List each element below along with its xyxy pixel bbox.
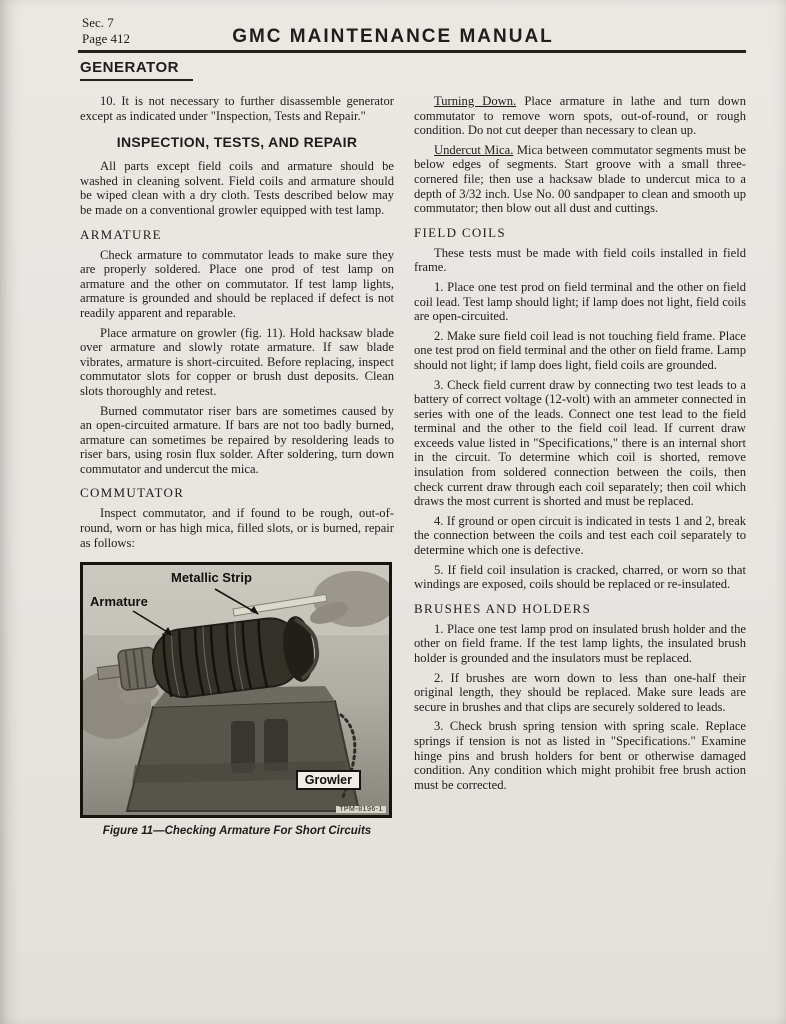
undercut-mica-paragraph <box>414 143 746 216</box>
manual-title: GMC MAINTENANCE MANUAL <box>232 26 554 47</box>
figure-11 <box>80 562 394 837</box>
field-coils-heading: FIELD COILS <box>414 224 506 240</box>
brushes-step-3: 3. Check brush spring tension with spring scale. Replace springs if tension is not as listed in "Specifications." Examine hinge pins and brush holders for bent or otherwise damaged condition. Any condition which might prohibit free brush action must be corrected. <box>414 719 746 792</box>
brushes-step-1: 1. Place one test lamp prod on insulated brush holder and the other on field frame. If the test lamp lights, the insulated brush holder is grounded and the insulators must be replaced. <box>414 621 746 665</box>
paragraph-10: 10. It is not necessary to further disassemble generator except as indicated under "Inspection, Tests and Repair." <box>80 94 394 123</box>
armature-paragraph-2: Place armature on growler (fig. 11). Hold hacksaw blade over armature and slowly rotate armature. If saw blade vibrates, armature is short-circuited. Before replacing, inspect commutator slots for copper or brush dust deposits. Clean slots thoroughly and retest. <box>80 325 394 398</box>
brushes-heading: BRUSHES AND HOLDERS <box>414 600 592 616</box>
page-number: Page 412 <box>82 31 131 46</box>
inspection-heading: INSPECTION, TESTS, AND REPAIR <box>116 134 358 151</box>
page-section-title: GENERATOR <box>80 59 193 81</box>
label-growler: Growler <box>296 770 361 790</box>
brushes-step-2: 2. If brushes are worn down to less than one-half their original length, they should be replaced. Make sure leads are secure in brushes and that clips are securely soldered to leads. <box>414 670 746 714</box>
field-coils-step-1: 1. Place one test prod on field terminal and the other on field coil lead. Test lamp should light; if lamp does not light, field coils are open-circuited. <box>414 279 746 324</box>
armature-paragraph-1: Check armature to commutator leads to make sure they are properly soldered. Place one prod of test lamp on armature and the other on commutator. If test lamp lights, armature is grounded and should be replaced if defect is not readily apparent and reparable. <box>80 247 394 320</box>
turning-down-paragraph <box>414 94 746 138</box>
armature-paragraph-3: Burned commutator riser bars are sometimes caused by an open-circuited armature. If bars are not too badly burned, armature can sometimes be repaired by resoldering leads to riser bars, using rosin flux solder. After soldering, turn down commutator and undercut the mica. <box>80 403 394 476</box>
photo-id-code: TPM-8196-1 <box>336 806 386 813</box>
left-column <box>80 94 394 837</box>
armature-heading: ARMATURE <box>80 226 162 242</box>
header-rule <box>78 50 746 53</box>
paragraph-all-parts: All parts except field coils and armature should be washed in cleaning solvent. Field coils and armature should be wiped clean with a dry cloth. Tests described below may be made on a conventional growler equipped with test lamp. <box>80 159 394 217</box>
turning-down-text: Place armature in lathe and turn down commutator to remove worn spots, out-of-round, or rough condition. Do not cut deeper than necessary to clean up. <box>414 94 746 138</box>
label-armature: Armature <box>90 594 148 610</box>
commutator-heading: COMMUTATOR <box>80 485 185 501</box>
undercut-mica-label: Undercut Mica. <box>434 142 514 157</box>
figure-photo <box>80 562 392 818</box>
field-coils-step-2: 2. Make sure field coil lead is not touching field frame. Place one test prod on field terminal and the other on field frame. Lamp should not light; if lamp does light, field coils are grounded. <box>414 328 746 372</box>
field-coils-step-5: 5. If field coil insulation is cracked, charred, or worn so that windings are exposed, coils should be replaced or re-insulated. <box>414 562 746 592</box>
page-body <box>80 94 746 837</box>
label-metallic-strip: Metallic Strip <box>171 570 252 586</box>
field-coils-step-4: 4. If ground or open circuit is indicated in tests 1 and 2, break the connection between the coils and test each coil separately to determine which one is defective. <box>414 513 746 558</box>
turning-down-label: Turning Down. <box>434 94 517 108</box>
section-number: Sec. 7 <box>82 15 114 30</box>
undercut-mica-text: Mica between commutator segments must be below edges of segments. Start groove with a small three-cornered file; then use a hacksaw blade to undercut mica to a depth of 3/32 inch. Use No. 00 sandpaper to clean and smooth up commutator; then blow out all dust and cuttings. <box>414 142 747 216</box>
right-column <box>414 94 746 837</box>
field-coils-step-3: 3. Check field current draw by connecting two test leads to a battery of correct voltage (12-volt) with an ammeter connected in series with one of the leads. Connect one test lead to the field terminal and the other to the field coil lead. If current draw exceeds value listed in "Specifications," there is an internal short in the circuit. To determine which coil is shorted, remove insulation from soldered connection between the coils, then check current draw through each coil separately; then coil which draws the most current is shorted and must be replaced. <box>414 377 746 509</box>
commutator-paragraph-1: Inspect commutator, and if found to be rough, out-of-round, worn or has high mica, filled slots, or is burned, repair as follows: <box>80 506 394 550</box>
field-coils-intro: These tests must be made with field coils installed in field frame. <box>414 245 746 275</box>
figure-caption: Figure 11—Checking Armature For Short Circuits <box>102 825 372 838</box>
